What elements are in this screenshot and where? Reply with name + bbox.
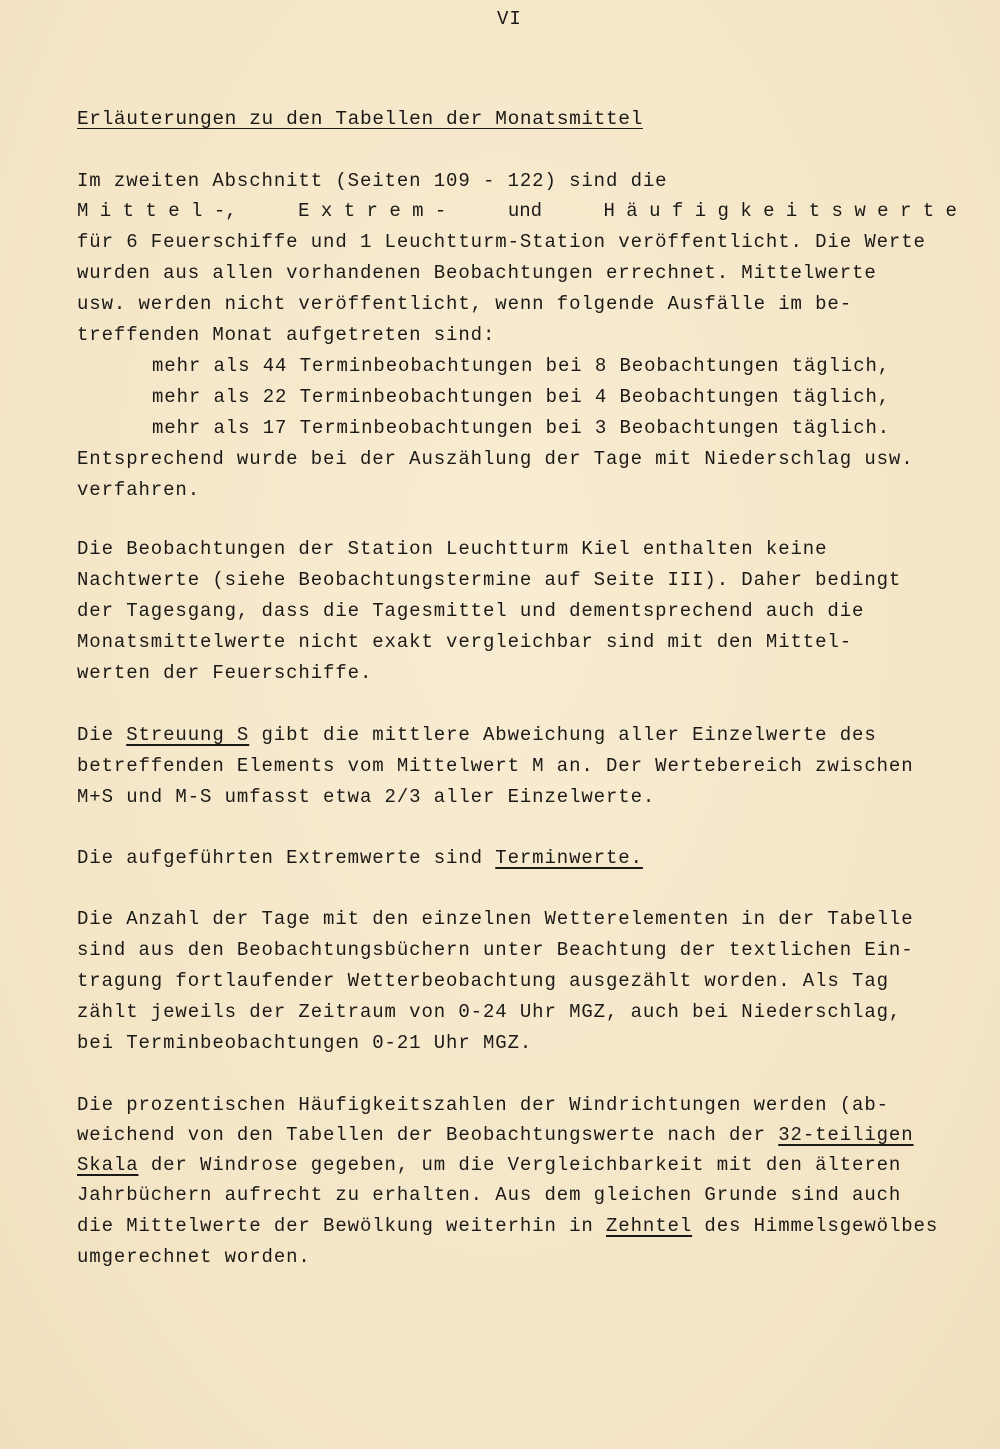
text-line — [77, 724, 877, 746]
spaced-line — [77, 200, 957, 222]
text-line: Nachtwerte (siehe Beobachtungstermine auf Seite III). Daher bedingt — [77, 569, 902, 591]
text-line: Die Beobachtungen der Station Leuchtturm Kiel enthalten keine — [77, 538, 828, 560]
text-line: treffenden Monat aufgetreten sind: — [77, 324, 496, 346]
text-segment: die Mittelwerte der Bewölkung weiterhin in — [77, 1215, 606, 1237]
spaced-word: E x t r e m - — [298, 200, 447, 222]
text-segment: Die aufgeführten Extremwerte sind — [77, 847, 496, 869]
text-line: mehr als 22 Terminbeobachtungen bei 4 Beobachtungen täglich, — [152, 386, 891, 408]
text-line: Jahrbüchern aufrecht zu erhalten. Aus dem gleichen Grunde sind auch — [77, 1184, 902, 1206]
text-line: mehr als 44 Terminbeobachtungen bei 8 Beobachtungen täglich, — [152, 355, 891, 377]
text-segment: gibt die mittlere Abweichung aller Einzelwerte des — [249, 724, 877, 746]
text-line: tragung fortlaufender Wetterbeobachtung ausgezählt worden. Als Tag — [77, 970, 889, 992]
text-line: zählt jeweils der Zeitraum von 0-24 Uhr MGZ, auch bei Niederschlag, — [77, 1001, 902, 1023]
text-segment: der Windrose gegeben, um die Vergleichbarkeit mit den älteren — [138, 1154, 902, 1176]
text-line: wurden aus allen vorhandenen Beobachtungen errechnet. Mittelwerte — [77, 262, 877, 284]
text-line: Im zweiten Abschnitt (Seiten 109 - 122) sind die — [77, 170, 668, 192]
page-number: VI — [497, 8, 522, 30]
text-line: Die prozentischen Häufigkeitszahlen der Windrichtungen werden (ab- — [77, 1094, 889, 1116]
text-line: usw. werden nicht veröffentlicht, wenn folgende Ausfälle im be- — [77, 293, 853, 315]
underlined-term: Zehntel — [605, 1215, 693, 1237]
text-line: mehr als 17 Terminbeobachtungen bei 3 Beobachtungen täglich. — [152, 417, 891, 439]
text-line: werten der Feuerschiffe. — [77, 662, 373, 684]
text-line: M+S und M-S umfasst etwa 2/3 aller Einzelwerte. — [77, 786, 656, 808]
text-line: Monatsmittelwerte nicht exakt vergleichbar sind mit den Mittel- — [77, 631, 853, 653]
text-line: umgerechnet worden. — [77, 1246, 311, 1268]
text-line: für 6 Feuerschiffe und 1 Leuchtturm-Station veröffentlicht. Die Werte — [77, 231, 926, 253]
text-line — [77, 1215, 938, 1237]
text-line: Die Anzahl der Tage mit den einzelnen Wetterelementen in der Tabelle — [77, 908, 914, 930]
text-line: Entsprechend wurde bei der Auszählung der Tage mit Niederschlag usw. — [77, 448, 914, 470]
underlined-term: 32-teiligen — [778, 1124, 914, 1146]
text-segment: Die — [77, 724, 127, 746]
text-line — [77, 1124, 914, 1146]
underlined-term: Skala — [77, 1154, 139, 1176]
text-line: verfahren. — [77, 479, 201, 501]
spaced-word: und — [507, 200, 543, 222]
spaced-word: M i t t e l -, — [77, 200, 237, 222]
text-line — [77, 1154, 901, 1176]
text-line: der Tagesgang, dass die Tagesmittel und dementsprechend auch die — [77, 600, 865, 622]
text-segment: des Himmelsgewölbes — [692, 1215, 939, 1237]
text-line: betreffenden Elements vom Mittelwert M an. Der Wertebereich zwischen — [77, 755, 914, 777]
text-segment: weichend von den Tabellen der Beobachtungswerte nach der — [77, 1124, 779, 1146]
underlined-term: Terminwerte. — [495, 847, 643, 869]
section-heading: Erläuterungen zu den Tabellen der Monatsmittel — [77, 108, 643, 130]
underlined-term: Streuung S — [126, 724, 250, 746]
text-line: bei Terminbeobachtungen 0-21 Uhr MGZ. — [77, 1032, 533, 1054]
text-line: sind aus den Beobachtungsbüchern unter Beachtung der textlichen Ein- — [77, 939, 914, 961]
spaced-word: H ä u f i g k e i t s w e r t e — [603, 200, 957, 222]
text-line — [77, 847, 643, 869]
